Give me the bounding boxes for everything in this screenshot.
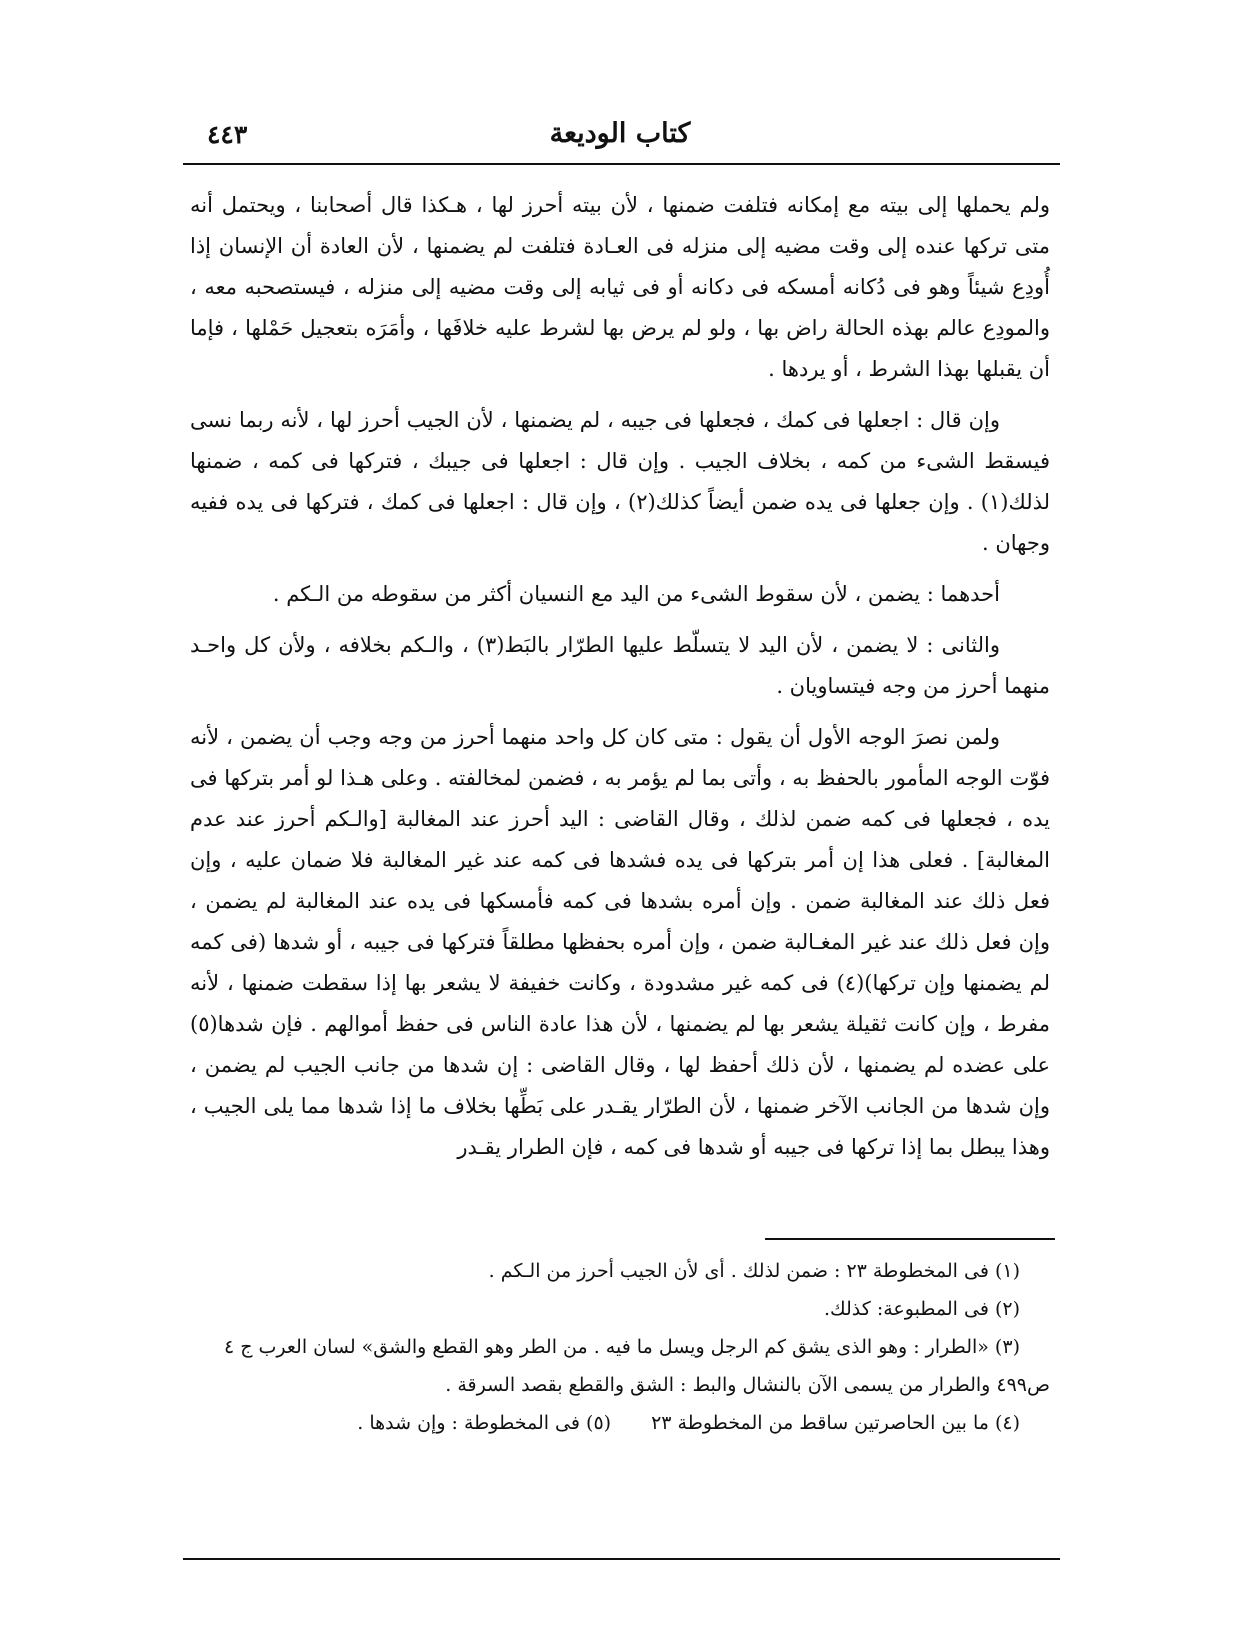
- footnote-3: (٣) «الطرار : وهو الذى يشق كم الرجل ويسل ما فيه . من الطر وهو القطع والشق» لسان العرب ج ٤: [223, 1336, 1020, 1358]
- paragraph: ولم يحملها إلى بيته مع إمكانه فتلفت ضمنها ، لأن بيته أحرز لها ، هـكذا قال أصحابنا ، ويحتمل أنه متى تركها عنده إلى وقت مضيه إلى منزله فى العـادة فتلفت لم يضمنها ، لأن العادة أن الإنسان إذا أُودِع شيئاً وهو فى دُكانه أمسكه فى دكانه أو فى ثيابه إلى وقت مضيه إلى منزله ، فيستصحبه معه ، والمودِع عالم بهذه الحالة راض بها ، ولو لم يرض بها لشرط عليه خلافَها ، وأمَرَه بتعجيل حَمْلها ، فإما أن يقبلها بهذا الشرط ، أو يردها .: [190, 193, 1050, 381]
- page-number: ٤٤٣: [207, 120, 248, 149]
- footnote-separator: [765, 1238, 1055, 1240]
- footer-rule: [183, 1558, 1060, 1560]
- header-rule: [183, 163, 1060, 165]
- paragraph: والثانى : لا يضمن ، لأن اليد لا يتسلّط عليها الطرّار بالبَط(٣) ، والـكم بخلافه ، ولأن كل واحـد منهما أحرز من وجه فيتساويان .: [190, 633, 1050, 698]
- footnotes: [190, 1252, 1050, 1442]
- footnote-2: (٢) فى المطبوعة: كذلك.: [823, 1298, 1020, 1320]
- footnote-1: (١) فى المخطوطة ٢٣ : ضمن لذلك . أى لأن الجيب أحرز من الـكم .: [488, 1260, 1020, 1282]
- page-header: [185, 118, 1055, 158]
- running-title: كتاب الوديعة: [549, 118, 691, 149]
- footnote-4-5-line: [190, 1404, 1050, 1442]
- footnote-3-continuation: ص٤٩٩ والطرار من يسمى الآن بالنشال والبط : الشق والقطع بقصد السرقة .: [445, 1374, 1050, 1396]
- footnote-4: (٤) ما بين الحاصرتين ساقط من المخطوطة ٢٣: [651, 1412, 1020, 1434]
- footnote-5: (٥) فى المخطوطة : وإن شدها .: [357, 1412, 612, 1434]
- paragraph: ولمن نصرَ الوجه الأول أن يقول : متى كان كل واحد منهما أحرز من وجه وجب أن يضمن ، لأنه فوّت الوجه المأمور بالحفظ به ، وأتى بما لم يؤمر به ، فضمن لمخالفته . وعلى هـذا لو أمر بتركها فى يده ، فجعلها فى كمه ضمن لذلك ، وقال القاضى : اليد أحرز عند المغالبة [والـكم أحرز عند عدم المغالبة] . فعلى هذا إن أمر بتركها فى يده فشدها فى كمه عند غير المغالبة فلا ضمان عليه ، وإن فعل ذلك عند المغالبة ضمن . وإن أمره بشدها فى كمه فأمسكها فى يده عند المغالبة لم يضمن ، وإن فعل ذلك عند غير المغـالبة ضمن ، وإن أمره بحفظها مطلقاً فتركها فى جيبه ، أو شدها (فى كمه لم يضمنها وإن تركها)(٤) فى كمه غير مشدودة ، وكانت خفيفة لا يشعر بها إذا سقطت ضمنها ، لأنه مفرط ، وإن كانت ثقيلة يشعر بها لم يضمنها ، لأن هذا عادة الناس فى حفظ أموالهم . فإن شدها(٥) على عضده لم يضمنها ، لأن ذلك أحفظ لها ، وقال القاضى : إن شدها من جانب الجيب لم يضمن ، وإن شدها من الجانب الآخر ضمنها ، لأن الطرّار يقـدر على بَطِّها بخلاف ما إذا شدها مما يلى الجيب ، وهذا يبطل بما إذا تركها فى جيبه أو شدها فى كمه ، فإن الطرار يقـدر: [190, 725, 1050, 1159]
- paragraph: وإن قال : اجعلها فى كمك ، فجعلها فى جيبه ، لم يضمنها ، لأن الجيب أحرز لها ، لأنه ربما نسى فيسقط الشىء من كمه ، بخلاف الجيب . وإن قال : اجعلها فى جيبك ، فتركها فى كمه ، ضمنها لذلك(١) . وإن جعلها فى يده ضمن أيضاً كذلك(٢) ، وإن قال : اجعلها فى كمك ، فتركها فى يده ففيه وجهان .: [190, 408, 1051, 555]
- main-text: [190, 185, 1050, 1178]
- paragraph: أحدهما : يضمن ، لأن سقوط الشىء من اليد مع النسيان أكثر من سقوطه من الـكم .: [272, 582, 1000, 606]
